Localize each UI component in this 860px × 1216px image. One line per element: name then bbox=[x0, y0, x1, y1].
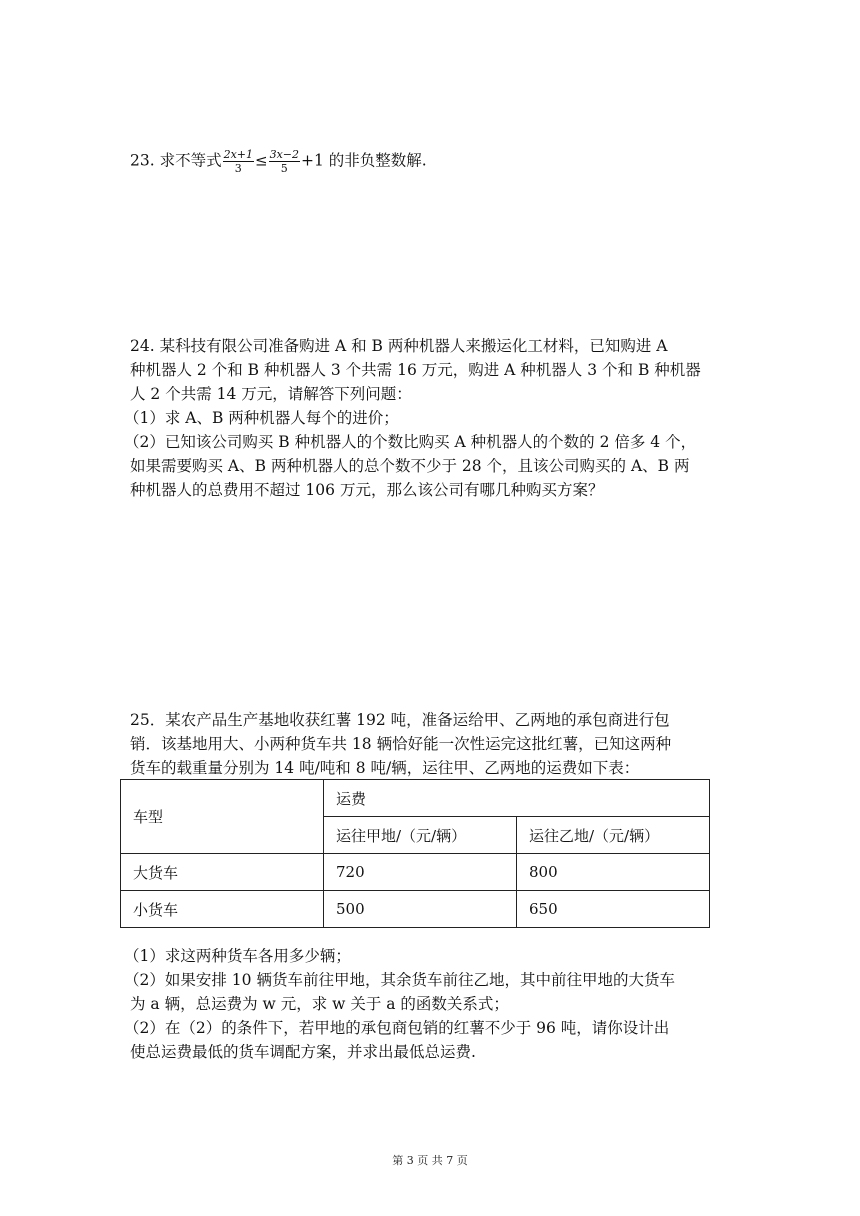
q23-suffix: +1 的非负整数解. bbox=[301, 151, 427, 170]
q25-line: 销．该基地用大、小两种货车共 18 辆恰好能一次性运完这批红薯，已知这两种 bbox=[130, 735, 672, 753]
question-24 bbox=[124, 334, 735, 502]
q24-line: 种机器人的总费用不超过 106 万元，那么该公司有哪几种购买方案？ bbox=[130, 481, 604, 499]
header-freight: 运费 bbox=[324, 780, 710, 817]
table-row bbox=[121, 854, 710, 891]
header-to-jia: 运往甲地/（元/辆） bbox=[324, 817, 517, 854]
header-vehicle-type: 车型 bbox=[121, 780, 324, 854]
page-footer: 第 3 页 共 7 页 bbox=[392, 1154, 468, 1167]
question-25-parts bbox=[124, 944, 735, 1064]
cell-type: 大货车 bbox=[121, 854, 324, 891]
question-23 bbox=[130, 148, 735, 175]
q24-line: 如果需要购买 A、B 两种机器人的总个数不少于 28 个，且该公司购买的 A、B 两 bbox=[130, 457, 690, 475]
cell-yi: 800 bbox=[517, 854, 710, 891]
q25-part-3: （2）在（2）的条件下，若甲地的承包商包销的红薯不少于 96 吨，请你设计出 bbox=[124, 1019, 670, 1037]
q24-line: 种机器人 2 个和 B 种机器人 3 个共需 16 万元，购进 A 种机器人 3 个和 B 种机器 bbox=[130, 361, 701, 379]
q25-part-2: （2）如果安排 10 辆货车前往甲地，其余货车前往乙地，其中前往甲地的大货车 bbox=[124, 971, 675, 989]
question-25 bbox=[130, 708, 735, 780]
q25-line: 为 a 辆，总运费为 w 元，求 w 关于 a 的函数关系式； bbox=[130, 995, 509, 1013]
freight-table bbox=[120, 779, 710, 928]
q25-part-1: （1）求这两种货车各用多少辆； bbox=[124, 947, 351, 965]
q24-part-1: （1）求 A、B 两种机器人每个的进价； bbox=[124, 409, 399, 427]
q25-line: 使总运费最低的货车调配方案，并求出最低总运费. bbox=[130, 1043, 476, 1061]
q24-line: 24. 某科技有限公司准备购进 A 和 B 两种机器人来搬运化工材料，已知购进 A bbox=[130, 337, 668, 355]
fraction-right: $\frac{3x-2}{5}$ bbox=[269, 148, 299, 175]
q25-line: 货车的载重量分别为 14 吨/吨和 8 吨/辆，运往甲、乙两地的运费如下表： bbox=[130, 759, 640, 777]
leq-sign: ≤ bbox=[255, 151, 268, 170]
cell-yi: 650 bbox=[517, 891, 710, 928]
q23-prefix: 23. 求不等式 bbox=[130, 151, 222, 170]
cell-jia: 500 bbox=[324, 891, 517, 928]
header-to-yi: 运往乙地/（元/辆） bbox=[517, 817, 710, 854]
q24-part-2: （2）已知该公司购买 B 种机器人的个数比购买 A 种机器人的个数的 2 倍多 4 个， bbox=[124, 433, 697, 451]
fraction-left: $\frac{2x+1}{3}$ bbox=[223, 148, 253, 175]
q24-line: 人 2 个共需 14 万元，请解答下列问题： bbox=[130, 385, 412, 403]
cell-type: 小货车 bbox=[121, 891, 324, 928]
q25-line: 25．某农产品生产基地收获红薯 192 吨，准备运给甲、乙两地的承包商进行包 bbox=[130, 711, 670, 729]
cell-jia: 720 bbox=[324, 854, 517, 891]
table-row bbox=[121, 891, 710, 928]
table-row bbox=[121, 780, 710, 817]
